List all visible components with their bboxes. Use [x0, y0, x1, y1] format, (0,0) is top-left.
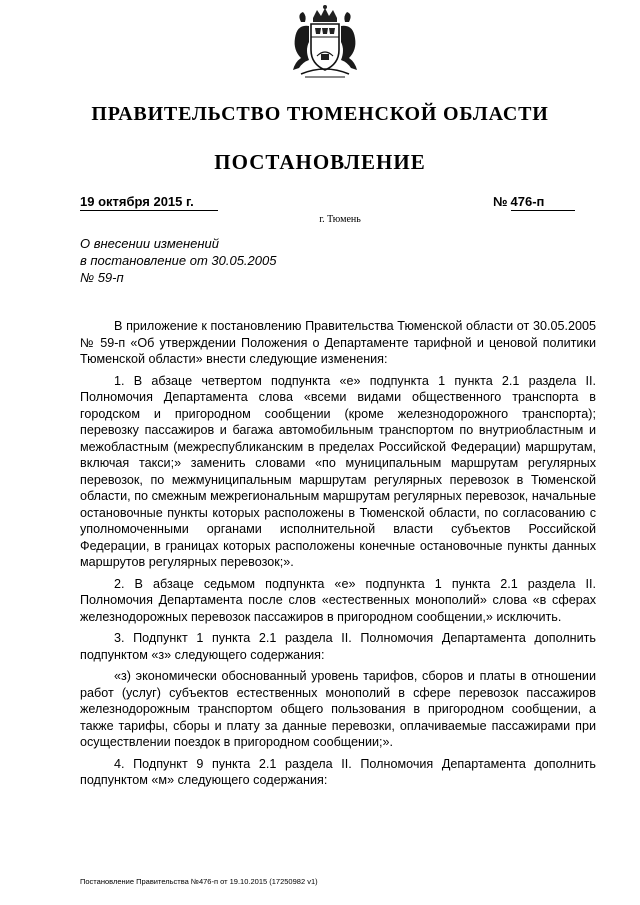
paragraph-intro: В приложение к постановлению Правительства Тюменской области от 30.05.2005 № 59-п «Об утверждении Положения о Департаменте тарифной и ценовой политики Тюменской области» внести следующие изменения:: [80, 319, 596, 366]
paragraph-item-2: 2. В абзаце седьмом подпункта «е» подпункта 1 пункта 2.1 раздела II. Полномочия Департамента после слов «естественных монополий» слова «в сферах железнодорожных перевозок пассажиров в пригородном сообщении,» исключить.: [80, 576, 596, 624]
document-subject: [80, 235, 340, 286]
page-footer: Постановление Правительства №476-п от 19.10.2015 (17250982 v1): [80, 877, 318, 886]
number-prefix: №: [493, 194, 508, 209]
document-number: [493, 194, 583, 211]
subject-line: в постановление от 30.05.2005: [80, 253, 277, 268]
number-value: 476-п: [511, 194, 575, 211]
document-body: [80, 318, 596, 794]
document-type: ПОСТАНОВЛЕНИЕ: [214, 150, 426, 174]
paragraph-item-3: 3. Подпункт 1 пункта 2.1 раздела II. Полномочия Департамента дополнить подпунктом «з» следующего содержания:: [80, 631, 596, 662]
city: г. Тюмень: [319, 214, 361, 225]
document-date: 19 октября 2015 г.: [80, 194, 218, 211]
subject-line: О внесении изменений: [80, 236, 219, 251]
tyumen-coat-of-arms-icon: [285, 4, 365, 80]
paragraph-item-4: 4. Подпункт 9 пункта 2.1 раздела II. Полномочия Департамента дополнить подпунктом «м» следующего содержания:: [80, 756, 596, 787]
paragraph-quote-z: «з) экономически обоснованный уровень тарифов, сборов и платы в отношении работ (услуг) субъектов естественных монополий в сфере перевозок пассажиров железнодорожным транспортом общего пользования в пригородном сообщении, а также тарифы, сборы и плату за данные перевозки, оплачиваемые пассажирами при осуществлении поездок в пригородном сообщении;».: [80, 669, 596, 749]
paragraph-item-1: 1. В абзаце четвертом подпункта «е» подпункта 1 пункта 2.1 раздела II. Полномочия Департамента слова «всеми видами общественного транспорта в городском и пригородном сообщении (кроме железнодорожного транспорта); перевозку пассажиров и багажа автомобильным транспортом по внутриобластным и межобластным (межреспубликанским в пределах Российской Федерации) маршрутам, включая такси;» заменить словами «по муниципальным маршрутам регулярных перевозок, по межмуниципальным маршрутам регулярных перевозок в Тюменской области, по смежным межрегиональным маршрутам регулярных перевозок, начальные остановочные пункты которых расположены в Тюменской области, по согласованию с уполномоченными органами исполнительной власти субъектов Российской Федерации, в границах которых расположены конечные остановочные пункты данных маршрутов регулярных перевозок;».: [80, 373, 596, 569]
government-title: ПРАВИТЕЛЬСТВО ТЮМЕНСКОЙ ОБЛАСТИ: [91, 103, 549, 125]
subject-line: № 59-п: [80, 270, 124, 285]
